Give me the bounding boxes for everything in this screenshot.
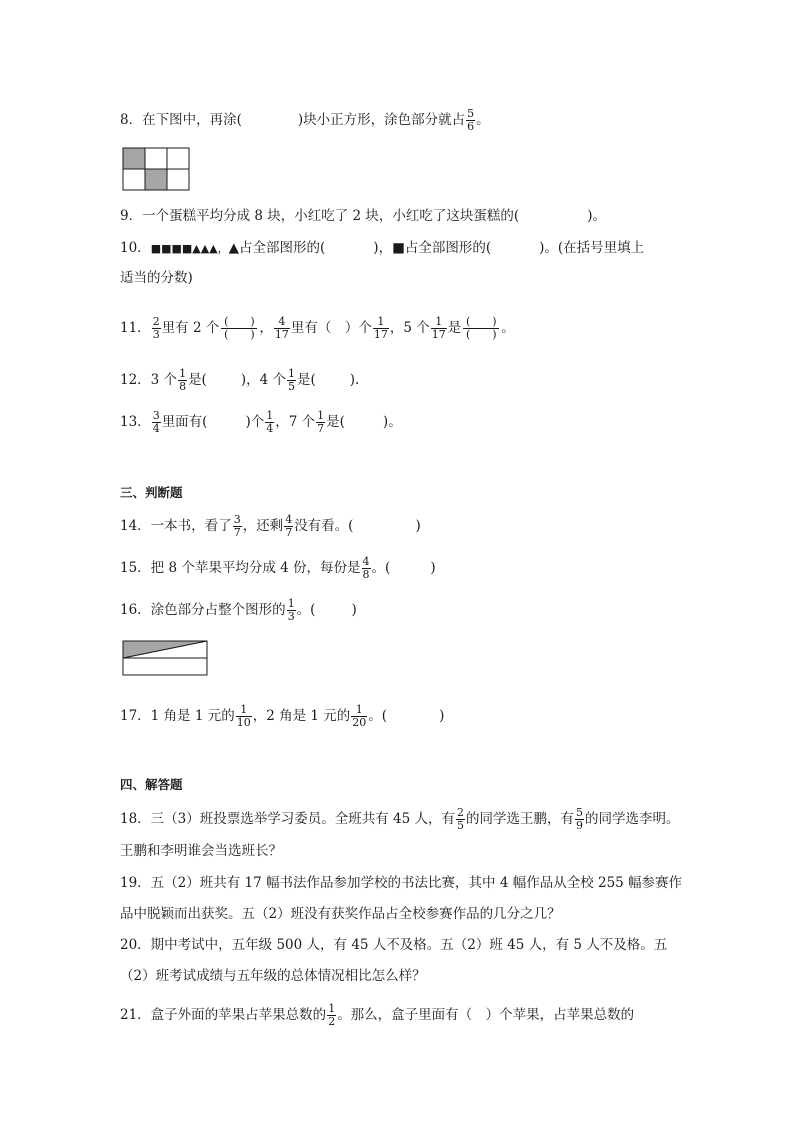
denominator: 8 [362,568,370,581]
punctuation: )。 [587,208,606,224]
numerator: 5 [467,107,475,120]
question-17 [120,704,444,729]
numerator: 1 [179,367,187,380]
fraction [178,368,187,393]
question-text: 14．一本书，看了 [120,518,232,534]
fraction [265,410,274,435]
section-heading: 三、判断题 [120,485,183,500]
punctuation: ) [351,602,357,618]
numerator: 3 [233,513,241,526]
denominator: 20 [352,716,367,729]
question-9 [120,208,606,224]
question-text: 的同学选李明。 [585,811,680,827]
question-text: 是( [297,372,316,388]
punctuation: ). [349,372,360,388]
punctuation: ) [415,518,421,534]
question-14 [120,514,421,539]
question-20: 20．期中考试中，五年级 500 人，有 45 人不及格。五（2）班 45 人，有 5 人不及格。五 [120,937,668,953]
question-text: 。( [368,708,388,724]
question-11 [120,316,515,341]
question-18-continued: 王鹏和李明谁会当选班长？ [120,843,282,859]
grid-cell-shaded [145,169,167,190]
fraction [431,316,447,341]
question-text: 里面有( [161,414,208,430]
fraction [284,514,293,539]
fraction [152,316,161,341]
fraction [373,316,389,341]
question-text: 21．盒子外面的苹果占苹果总数的 [120,1007,327,1023]
question-text: 在下图中，再涂( [142,112,242,128]
numerator: 1 [240,703,248,716]
question-text: 里有（ ）个 [290,320,372,336]
question-number: 13． [120,414,151,430]
fraction [236,704,252,729]
question-text: ，还剩 [242,518,284,534]
numerator: 1 [266,409,274,422]
denominator: 2 [328,1015,336,1028]
question-number: 8． [120,112,143,128]
fraction [287,368,296,393]
question-20-continued: （2）班考试成绩与五年级的总体情况相比怎么样？ [120,968,426,984]
shape-sequence: ■■■■▲▲▲， [150,242,229,255]
denominator: 4 [152,422,160,435]
denominator: 7 [285,526,293,539]
fraction [287,598,296,623]
denominator: 8 [179,380,187,393]
punctuation: ) [439,708,445,724]
question-text: )，■占全部图形的( [373,240,492,256]
denominator: 10 [236,716,251,729]
numerator: 1 [435,315,443,328]
grid-cell-shaded [123,148,145,169]
denominator: 3 [287,610,295,623]
question-text: 是 [447,320,462,336]
question-text: ▲占全部图形的( [228,240,326,256]
question-10 [120,240,644,257]
question-text: 15．把 8 个苹果平均分成 4 份，每份是 [120,560,361,576]
question-13 [120,410,402,435]
question-text: 没有看。( [294,518,354,534]
fraction [362,556,371,581]
question-text: ，5 个 [389,320,430,336]
denominator: 5 [288,380,295,393]
question-text: )个 [245,414,265,430]
denominator: 6 [467,120,475,133]
question-text: 。( [371,560,391,576]
denominator-blank[interactable]: ( ) [221,328,257,341]
fraction [466,108,475,133]
denominator: 3 [152,328,160,341]
fraction [233,514,242,539]
shaded-rectangle-figure [122,640,208,676]
numerator: 4 [278,315,286,328]
numerator: 5 [576,806,584,819]
question-text: 。( [296,602,316,618]
fraction [351,704,367,729]
numerator: 1 [377,315,385,328]
fraction [316,410,325,435]
denominator: 5 [457,819,465,832]
numerator: 4 [362,555,370,568]
question-text: 里有 2 个 [161,320,220,336]
question-18 [120,807,680,832]
numerator: 2 [152,315,160,328]
question-text: ，2 角是 1 元的 [252,708,351,724]
numerator: 1 [288,367,295,380]
section-heading: 四、解答题 [120,777,183,792]
question-text: 12．3 个 [120,372,178,388]
numerator: 4 [285,513,293,526]
denominator-blank[interactable]: ( ) [463,328,499,341]
question-text: )块小正方形，涂色部分就占 [297,112,466,128]
question-12 [120,368,359,393]
question-text: 17．1 角是 1 元的 [120,708,235,724]
question-19-continued: 品中脱颖而出获奖。五（2）班没有获奖作品占全校参赛作品的几分之几？ [120,906,561,922]
denominator: 9 [576,819,584,832]
numerator: 1 [287,597,295,610]
numerator: 2 [457,806,465,819]
blank-fraction[interactable] [463,316,499,341]
question-text: 16．涂色部分占整个图形的 [120,602,286,618]
question-16 [120,598,357,623]
question-text: )，4 个 [240,372,286,388]
punctuation: ， [259,320,273,336]
punctuation: ) [430,560,436,576]
question-text: 18．三（3）班投票选举学习委员。全班共有 45 人，有 [120,811,456,827]
fraction [456,807,465,832]
punctuation: 。 [476,112,490,128]
fraction [274,316,290,341]
question-text: 是( [326,414,345,430]
question-21 [120,1003,634,1028]
denominator: 17 [274,328,289,341]
question-8 [120,108,490,133]
denominator: 4 [266,422,274,435]
denominator: 17 [373,328,388,341]
question-text: 的同学选王鹏，有 [466,811,575,827]
fraction [575,807,584,832]
numerator-blank[interactable]: ( ) [465,315,497,328]
punctuation: 。 [501,320,515,336]
denominator: 7 [317,422,325,435]
question-number: 11． [120,320,151,336]
question-text: ，7 个 [275,414,316,430]
question-15 [120,556,436,581]
question-text: )。(在括号里填上 [539,240,645,256]
numerator: 1 [355,703,363,716]
question-19: 19．五（2）班共有 17 幅书法作品参加学校的书法比赛，其中 4 幅作品从全校 255 幅参赛作 [120,875,683,891]
question-10-continued: 适当的分数) [120,270,193,286]
question-text: 是( [188,372,207,388]
grid-figure [122,147,190,192]
fraction [152,410,161,435]
numerator: 1 [317,409,325,422]
denominator: 7 [233,526,241,539]
numerator-blank[interactable]: ( ) [224,315,255,328]
question-text: 。那么，盒子里面有（ ）个苹果，占苹果总数的 [337,1007,635,1023]
fraction [327,1003,336,1028]
question-number: 10． [120,240,151,256]
numerator: 1 [328,1002,336,1015]
blank-fraction[interactable] [221,316,257,341]
numerator: 3 [152,409,160,422]
punctuation: )。 [382,414,402,430]
denominator: 17 [431,328,446,341]
question-text: 9．一个蛋糕平均分成 8 块，小红吃了 2 块，小红吃了这块蛋糕的( [120,208,520,224]
